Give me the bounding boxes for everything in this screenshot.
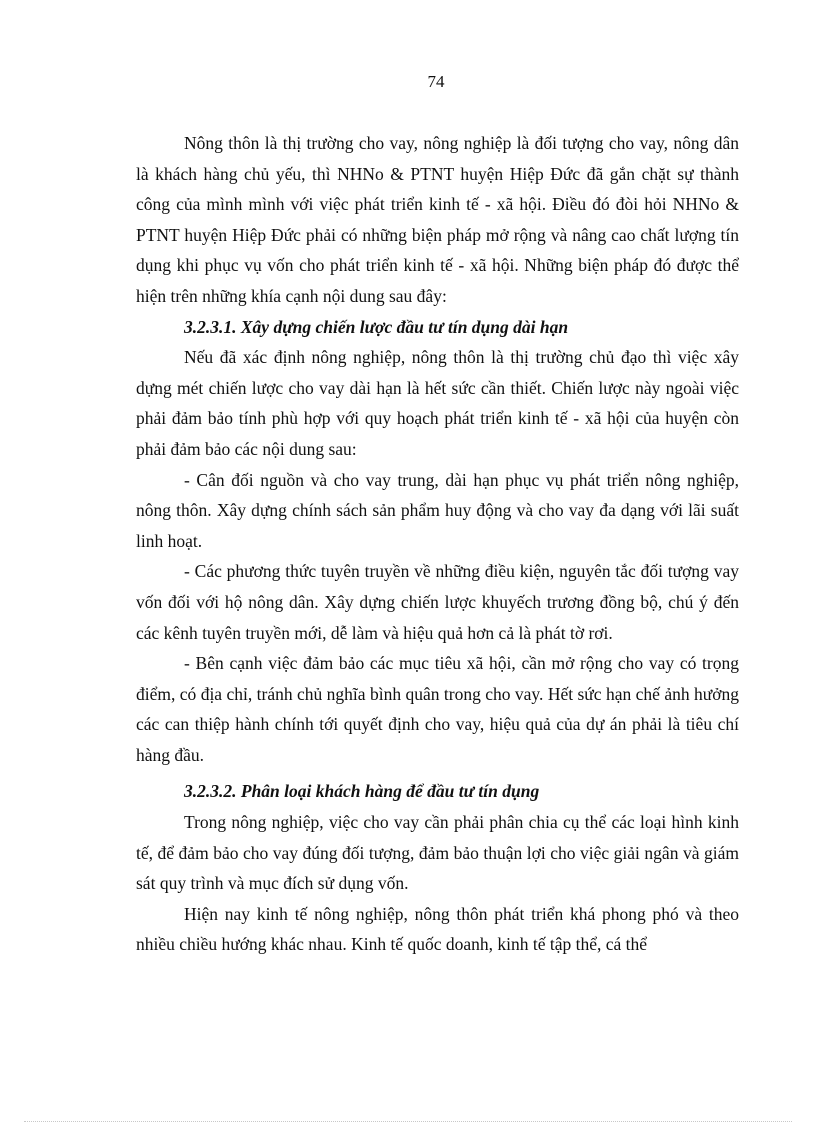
document-body (136, 128, 739, 960)
page-number: 74 (427, 72, 445, 91)
paragraph-intro: Nông thôn là thị trường cho vay, nông nghiệp là đối tượng cho vay, nông dân là khách hàng chủ yếu, thì NHNo & PTNT huyện Hiệp Đức đã gắn chặt sự thành công của mình mình với việc phát triển kinh tế - xã hội. Điều đó đòi hỏi NHNo & PTNT huyện Hiệp Đức phải có những biện pháp mở rộng và nâng cao chất lượng tín dụng khi phục vụ vốn cho phát triển kinh tế - xã hội. Những biện pháp đó được thể hiện trên những khía cạnh nội dung sau đây: (136, 133, 739, 306)
page-bottom-rule (24, 1121, 792, 1122)
paragraph-strategy: Nếu đã xác định nông nghiệp, nông thôn là thị trường chủ đạo thì việc xây dựng mét chiến lược cho vay dài hạn là hết sức cần thiết. Chiến lược này ngoài việc phải đảm bảo tính phù hợp với quy hoạch phát triển kinh tế - xã hội của huyện còn phải đảm bảo các nội dung sau: (136, 347, 739, 459)
section-heading-3-2-3-1: 3.2.3.1. Xây dựng chiến lược đầu tư tín dụng dài hạn (184, 316, 569, 337)
bullet-balance-funding: - Cân đối nguồn và cho vay trung, dài hạn phục vụ phát triển nông nghiệp, nông thôn. Xây dựng chính sách sản phẩm huy động và cho vay đa dạng với lãi suất linh hoạt. (136, 469, 739, 551)
bullet-social-goals: - Bên cạnh việc đảm bảo các mục tiêu xã hội, cần mở rộng cho vay có trọng điểm, có địa chỉ, tránh chủ nghĩa bình quân trong cho vay. Hết sức hạn chế ảnh hưởng các can thiệp hành chính tới quyết định cho vay, hiệu quả của dự án phải là tiêu chí hàng đầu. (136, 653, 739, 765)
bullet-communication: - Các phương thức tuyên truyền về những điều kiện, nguyên tắc đối tượng vay vốn đối với hộ nông dân. Xây dựng chiến lược khuyếch trương đồng bộ, chú ý đến các kênh tuyên truyền mới, dễ làm và hiệu quả hơn cả là phát tờ rơi. (136, 561, 739, 643)
section-heading-3-2-3-2: 3.2.3.2. Phân loại khách hàng để đầu tư tín dụng (184, 781, 540, 802)
paragraph-classification: Trong nông nghiệp, việc cho vay cần phải phân chia cụ thể các loại hình kinh tế, để đảm bảo cho vay đúng đối tượng, đảm bảo thuận lợi cho việc giải ngân và giám sát quy trình và mục đích sử dụng vốn. (136, 812, 739, 894)
paragraph-economy: Hiện nay kinh tế nông nghiệp, nông thôn phát triển khá phong phó và theo nhiều chiều hướng khác nhau. Kinh tế quốc doanh, kinh tế tập thể, cá thể (136, 903, 739, 955)
